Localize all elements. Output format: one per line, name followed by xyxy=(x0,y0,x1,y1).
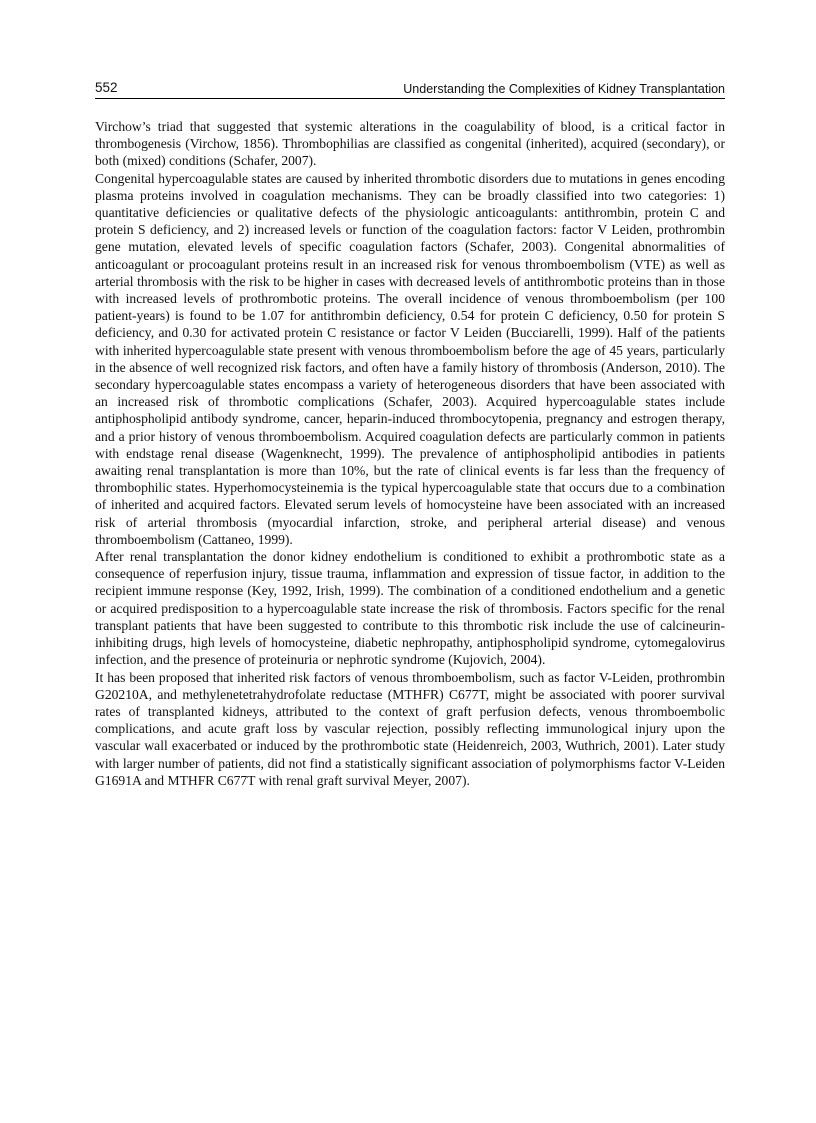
paragraph-congenital-hypercoagulable: Congenital hypercoagulable states are caused by inherited thrombotic disorders due to mutations in genes encoding plasma proteins involved in coagulation mechanisms. They can be broadly classified into two categories: 1) quantitative deficiencies or qualitative defects of the physiologic anticoagulants: antithrombin, protein C and protein S deficiency, and 2) increased levels or function of the coagulation factors: factor V Leiden, prothrombin gene mutation, elevated levels of specific coagulation factors (Schafer, 2003). Congenital abnormalities of anticoagulant or procoagulant proteins result in an increased risk for venous thromboembolism (VTE) as well as arterial thrombosis with the risk to be higher in cases with decreased levels of antithrombotic proteins than in those with increased levels of prothrombotic proteins. The overall incidence of venous thromboembolism (per 100 patient-years) is found to be 1.07 for antithrombin deficiency, 0.54 for protein C deficiency, 0.50 for protein S deficiency, and 0.30 for activated protein C resistance or factor V Leiden (Bucciarelli, 1999). Half of the patients with inherited hypercoagulable state present with venous thromboembolism before the age of 45 years, particularly in the absence of well recognized risk factors, and often have a family history of thrombosis (Anderson, 2010). The secondary hypercoagulable states encompass a variety of heterogeneous disorders that have been associated with an increased risk of thrombotic complications (Schafer, 2003). Acquired hypercoagulable states include antiphospholipid antibody syndrome, cancer, heparin-induced thrombocytopenia, pregnancy and estrogen therapy, and a prior history of venous thromboembolism. Acquired coagulation defects are particularly common in patients with endstage renal disease (Wagenknecht, 1999). The prevalence of antiphospholipid antibodies in patients awaiting renal transplantation is more than 10%, but the rate of clinical events is far less than the frequency of thrombophilic states. Hyperhomocysteinemia is the typical hypercoagulable state that occurs due to a combination of inherited and acquired factors. Elevated serum levels of homocysteine have been associated with an increased risk of arterial thrombosis (myocardial infarction, stroke, and peripheral arterial disease) and venous thromboembolism (Cattaneo, 1999). xyxy=(95,170,725,547)
paragraph-inherited-risk-factors: It has been proposed that inherited risk factors of venous thromboembolism, such as factor V-Leiden, prothrombin G20210A, and methylenetetrahydrofolate reductase (MTHFR) C677T, might be associated with poorer survival rates of transplanted kidneys, attributed to the context of graft perfusion defects, venous thromboembolic complications, and acute graft loss by vascular rejection, possibly reflecting immunological injury upon the vascular wall exacerbated or induced by the prothrombotic state (Heidenreich, 2003, Wuthrich, 2001). Later study with larger number of patients, did not find a statistically significant association of polymorphisms factor V-Leiden G1691A and MTHFR C677T with renal graft survival Meyer, 2007). xyxy=(95,669,725,788)
page-number: 552 xyxy=(95,80,118,95)
page-header xyxy=(95,80,725,99)
body-text xyxy=(95,118,725,789)
running-title: Understanding the Complexities of Kidney Transplantation xyxy=(403,82,725,96)
paragraph-virchow-triad: Virchow’s triad that suggested that systemic alterations in the coagulability of blood, is a critical factor in thrombogenesis (Virchow, 1856). Thrombophilias are classified as congenital (inherited), acquired (secondary), or both (mixed) conditions (Schafer, 2007). xyxy=(95,119,725,169)
paragraph-after-transplantation: After renal transplantation the donor kidney endothelium is conditioned to exhibit a prothrombotic state as a consequence of reperfusion injury, tissue trauma, inflammation and expression of tissue factor, in addition to the recipient immune response (Key, 1992, Irish, 1999). The combination of a conditioned endothelium and a genetic or acquired predisposition to a hypercoagulable state increase the risk of thrombosis. Factors specific for the renal transplant patients that have been suggested to contribute to this thrombotic risk include the use of calcineurin-inhibiting drugs, high levels of homocysteine, diabetic nephropathy, antiphospholipid syndrome, cytomegalovirus infection, and the presence of proteinuria or nephrotic syndrome (Kujovich, 2004). xyxy=(95,549,725,668)
